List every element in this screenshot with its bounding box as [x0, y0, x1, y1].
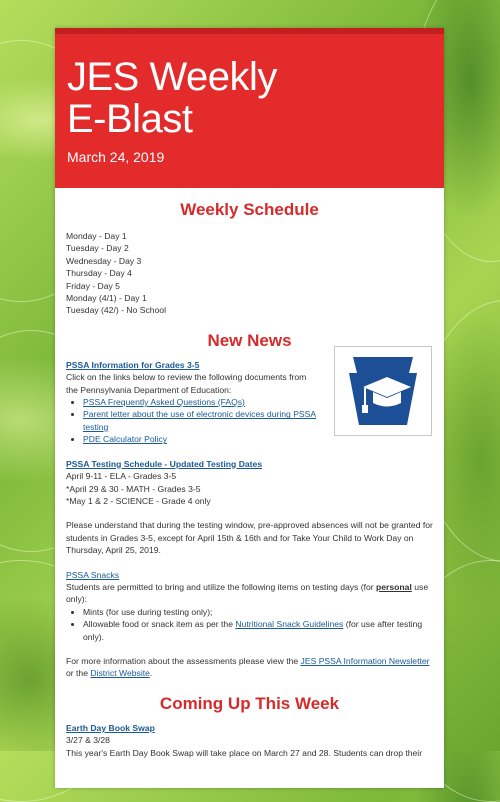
weekly-schedule-title: Weekly Schedule — [180, 200, 319, 219]
newsletter-card — [55, 28, 444, 788]
testing-date-line: *May 1 & 2 - SCIENCE - Grade 4 only — [66, 495, 211, 506]
district-website-link[interactable]: District Website — [90, 668, 150, 679]
list-item: • Mints (for use during testing only); — [83, 606, 433, 618]
pssa-snacks-link[interactable]: PSSA Snacks — [66, 569, 120, 580]
snacks-intro — [66, 581, 433, 606]
testing-date-line: April 9-11 - ELA - Grades 3-5 — [66, 471, 177, 482]
book-swap-heading-link[interactable]: Earth Day Book Swap — [66, 722, 155, 733]
book-swap-dates: 3/27 & 3/28 — [66, 735, 110, 746]
pssa-doc-list — [66, 396, 318, 446]
nutritional-guidelines-link[interactable]: Nutritional Snack Guidelines — [235, 619, 344, 630]
pssa-info-block — [66, 359, 318, 446]
list-item — [83, 396, 318, 408]
more-info-text-end: . — [149, 668, 153, 679]
newsletter-header — [55, 28, 444, 188]
more-info-text: For more information about the assessments please view the — [66, 655, 301, 666]
snacks-block — [66, 569, 433, 643]
more-info-text-mid: or the — [66, 668, 91, 679]
list-item — [83, 618, 433, 643]
snack-item-text: Allowable food or snack item as per the — [83, 619, 236, 630]
schedule-day: Monday (4/1) - Day 1 — [66, 293, 147, 304]
coming-up-title: Coming Up This Week — [159, 693, 340, 713]
jes-newsletter-link[interactable]: JES PSSA Information Newsletter — [300, 655, 430, 666]
snacks-intro-text-end: use only): — [66, 581, 429, 605]
new-news-title: New News — [207, 330, 292, 350]
newsletter-date: March 24, 2019 — [67, 149, 165, 165]
pssa-info-intro: Click on the links below to review the following documents from the Pennsylvania Department of Education: — [66, 372, 307, 395]
newsletter-title — [67, 56, 277, 140]
snacks-list — [66, 606, 433, 643]
parent-letter-link[interactable]: Parent letter about the use of electronic devices during PSSA testing — [83, 409, 317, 432]
calculator-policy-link[interactable]: PDE Calculator Policy — [83, 434, 168, 445]
title-line-1: JES Weekly — [67, 55, 277, 99]
absence-note: Please understand that during the testing window, pre-approved absences will not be granted for students in Grades 3-5, except for April 15th & 16th and for Take Your Child to Work Day on Thursday, April 25, 2019. — [66, 520, 433, 556]
pssa-keystone-graduation-image — [334, 346, 432, 436]
schedule-day: Tuesday (42/) - No School — [66, 305, 166, 316]
testing-schedule-heading-link[interactable]: PSSA Testing Schedule - Updated Testing Dates — [66, 458, 263, 469]
schedule-day: Thursday - Day 4 — [66, 268, 132, 279]
list-item — [83, 433, 318, 445]
more-info — [66, 655, 433, 680]
schedule-day: Wednesday - Day 3 — [66, 255, 142, 266]
list-item — [83, 408, 318, 433]
coming-up-content — [55, 722, 444, 759]
weekly-schedule-list — [55, 230, 444, 317]
book-swap-text: This year's Earth Day Book Swap will take place on March 27 and 28. Students can drop their — [66, 747, 423, 758]
snacks-intro-text: Students are permitted to bring and utilize the following items on testing days (for — [66, 581, 377, 592]
pssa-info-heading-link[interactable]: PSSA Information for Grades 3-5 — [66, 359, 200, 370]
testing-date-line: *April 29 & 30 - MATH - Grades 3-5 — [66, 483, 201, 494]
keystone-cap-icon — [335, 347, 431, 435]
title-line-2: E-Blast — [67, 97, 193, 141]
testing-schedule-block — [66, 458, 433, 508]
schedule-day: Tuesday - Day 2 — [66, 243, 129, 254]
snacks-intro-emphasis: personal — [376, 581, 412, 592]
schedule-day: Monday - Day 1 — [66, 231, 127, 241]
snack-item-text-end: (for use after testing only). — [83, 619, 423, 642]
faq-link[interactable]: PSSA Frequently Asked Questions (FAQs) — [83, 397, 245, 408]
schedule-day: Friday - Day 5 — [66, 280, 120, 291]
